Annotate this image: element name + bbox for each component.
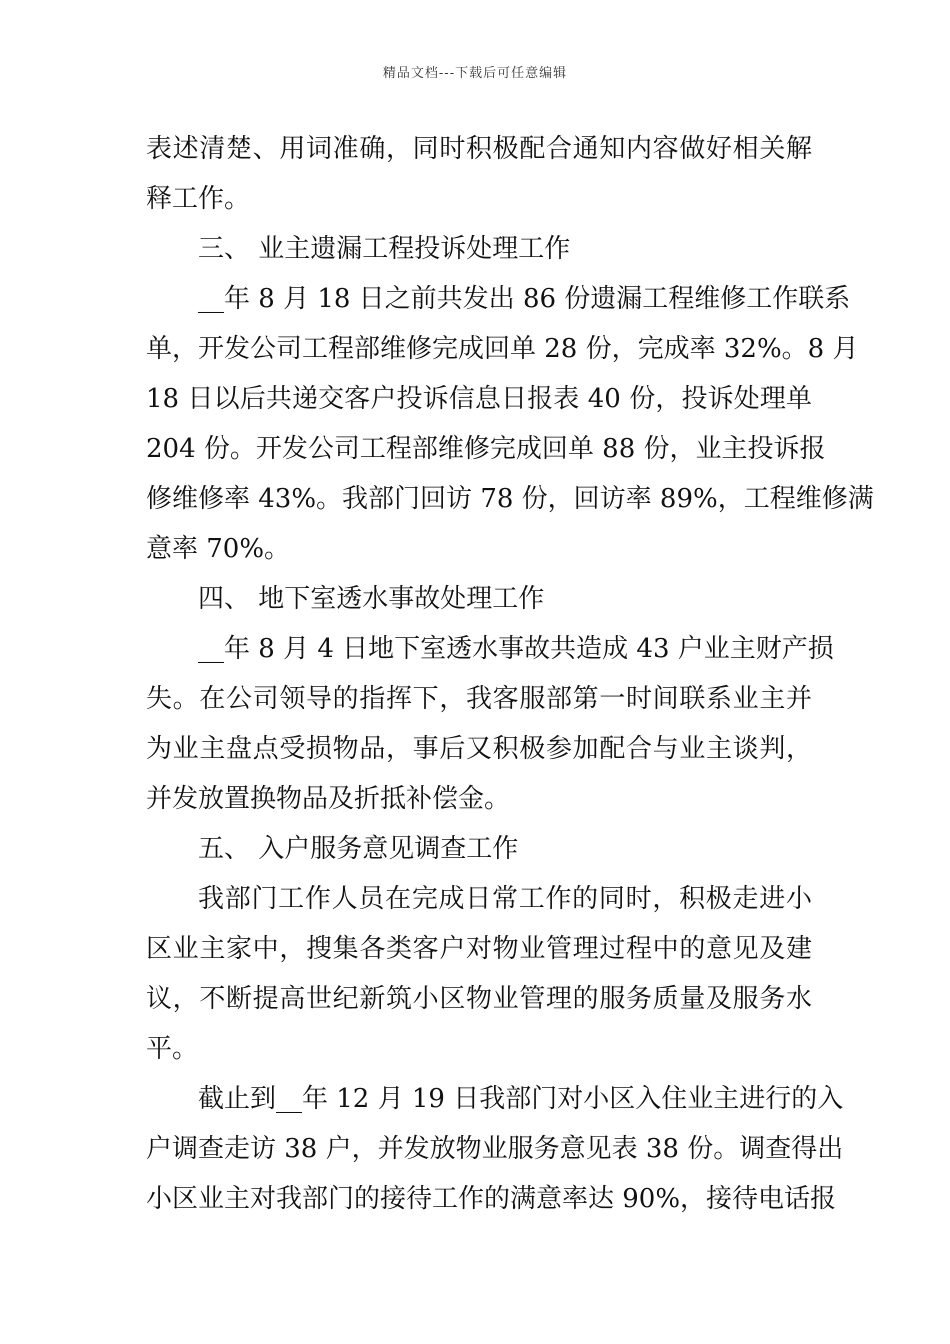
body-line: __年 8 月 18 日之前共发出 86 份遗漏工程维修工作联系 [198, 284, 851, 314]
body-line: 小区业主对我部门的接待工作的满意率达 90%，接待电话报 [146, 1184, 837, 1214]
body-line: 意率 70%。 [146, 534, 291, 564]
section-heading: 四、 地下室透水事故处理工作 [198, 584, 545, 614]
body-line: 204 份。开发公司工程部维修完成回单 88 份，业主投诉报 [146, 434, 826, 464]
body-line: 18 日以后共递交客户投诉信息日报表 40 份，投诉处理单 [146, 384, 812, 414]
body-line: 我部门工作人员在完成日常工作的同时，积极走进小 [198, 884, 812, 914]
document-body [146, 124, 874, 1224]
section-heading: 五、 入户服务意见调查工作 [198, 834, 519, 864]
body-line: 修维修率 43%。我部门回访 78 份，回访率 89%，工程维修满 [146, 484, 874, 514]
body-line: 并发放置换物品及折抵补偿金。 [146, 784, 511, 814]
body-line: 单，开发公司工程部维修完成回单 28 份，完成率 32%。8 月 [146, 334, 859, 364]
body-line: 表述清楚、用词准确，同时积极配合通知内容做好相关解 [146, 134, 812, 164]
page-header: 精品文档---下载后可任意编辑 [382, 66, 568, 81]
body-line: 平。 [146, 1034, 199, 1064]
body-line: 为业主盘点受损物品，事后又积极参加配合与业主谈判， [146, 734, 812, 764]
body-line: 失。在公司领导的指挥下，我客服部第一时间联系业主并 [146, 684, 812, 714]
body-line: 截止到__年 12 月 19 日我部门对小区入住业主进行的入 [198, 1084, 844, 1114]
body-line: 户调查走访 38 户，并发放物业服务意见表 38 份。调查得出 [146, 1134, 844, 1164]
body-line: 区业主家中，搜集各类客户对物业管理过程中的意见及建 [146, 934, 812, 964]
body-line: __年 8 月 4 日地下室透水事故共造成 43 户业主财产损 [198, 634, 834, 664]
body-line: 释工作。 [146, 184, 251, 214]
section-heading: 三、 业主遗漏工程投诉处理工作 [198, 234, 571, 264]
body-line: 议，不断提高世纪新筑小区物业管理的服务质量及服务水 [146, 984, 812, 1014]
